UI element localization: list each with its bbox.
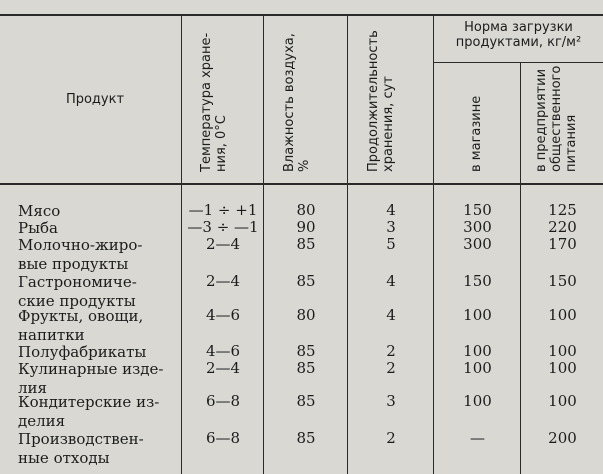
row-product: Кондитерские из- делия <box>18 393 160 430</box>
row-store: 300 <box>463 218 492 236</box>
row-store: 100 <box>463 359 492 377</box>
row-days: 4 <box>386 306 396 324</box>
row-days: 4 <box>386 272 396 290</box>
row-product: Кулинарные изде- лия <box>18 360 164 397</box>
row-catering: 170 <box>548 235 577 253</box>
header-bottom-rule <box>0 183 603 185</box>
row-temp: 2—4 <box>205 359 241 377</box>
header-humidity: Влажность воздуха, % <box>282 33 312 172</box>
row-store: 100 <box>463 342 492 360</box>
row-days: 2 <box>386 342 396 360</box>
row-humidity: 85 <box>296 342 316 360</box>
header-catering: в предприятии общественного питания <box>534 65 579 172</box>
row-catering: 125 <box>548 201 577 219</box>
header-duration: Продолжительность хранения, сут <box>366 30 396 172</box>
row-temp: 6—8 <box>205 429 241 447</box>
row-product: Полуфабрикаты <box>18 343 147 361</box>
row-catering: 100 <box>548 306 577 324</box>
row-catering: 100 <box>548 392 577 410</box>
row-humidity: 80 <box>296 201 316 219</box>
header-load-norm: Норма загрузки продуктами, кг/м² <box>455 20 582 50</box>
row-store: 300 <box>463 235 492 253</box>
row-store: — <box>470 429 485 447</box>
row-days: 3 <box>386 392 396 410</box>
vline-5 <box>520 62 521 474</box>
vline-4 <box>433 14 434 474</box>
row-humidity: 90 <box>296 218 316 236</box>
row-catering: 100 <box>548 359 577 377</box>
top-rule <box>0 14 603 16</box>
row-catering: 220 <box>548 218 577 236</box>
row-product: Мясо <box>18 202 61 220</box>
row-days: 5 <box>386 235 396 253</box>
row-temp: —1 ÷ +1 <box>188 201 258 219</box>
row-product: Фрукты, овощи, напитки <box>18 307 144 344</box>
row-humidity: 85 <box>296 392 316 410</box>
header-store: в магазине <box>469 95 484 172</box>
row-days: 2 <box>386 359 396 377</box>
row-product: Производствен- ные отходы <box>18 430 144 467</box>
row-catering: 200 <box>548 429 577 447</box>
row-temp: 2—4 <box>205 272 241 290</box>
row-temp: 6—8 <box>205 392 241 410</box>
row-store: 100 <box>463 306 492 324</box>
row-product: Молочно-жиро- вые продукты <box>18 236 143 273</box>
row-temp: —3 ÷ —1 <box>187 218 259 236</box>
row-humidity: 85 <box>296 359 316 377</box>
row-product: Гастрономиче- ские продукты <box>18 273 137 310</box>
row-catering: 100 <box>548 342 577 360</box>
group-header-rule <box>433 62 603 63</box>
header-temperature: Температура хране- ния, 0°С <box>199 32 229 172</box>
row-days: 3 <box>386 218 396 236</box>
row-temp: 4—6 <box>205 342 241 360</box>
row-humidity: 85 <box>296 235 316 253</box>
row-catering: 150 <box>548 272 577 290</box>
row-temp: 4—6 <box>205 306 241 324</box>
row-days: 2 <box>386 429 396 447</box>
row-product: Рыба <box>18 219 59 237</box>
vline-2 <box>263 14 264 474</box>
header-product: Продукт <box>65 92 125 107</box>
vline-3 <box>347 14 348 474</box>
row-days: 4 <box>386 201 396 219</box>
row-humidity: 85 <box>296 272 316 290</box>
row-humidity: 85 <box>296 429 316 447</box>
row-store: 150 <box>463 201 492 219</box>
row-store: 100 <box>463 392 492 410</box>
row-humidity: 80 <box>296 306 316 324</box>
row-store: 150 <box>463 272 492 290</box>
row-temp: 2—4 <box>205 235 241 253</box>
